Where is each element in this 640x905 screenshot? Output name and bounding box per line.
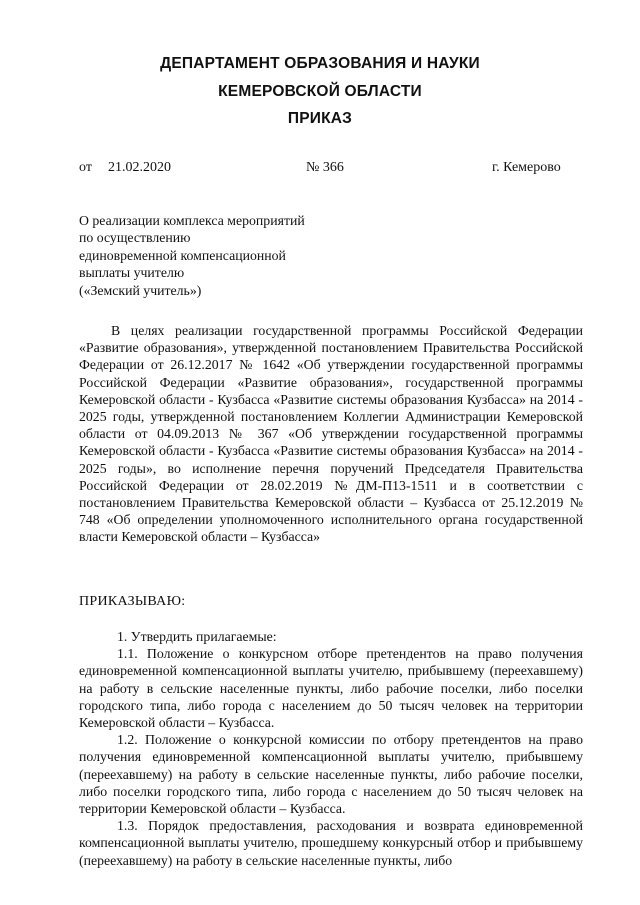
subject-line: по осуществлению <box>79 230 191 246</box>
department-title: ДЕПАРТАМЕНТ ОБРАЗОВАНИЯ И НАУКИ <box>160 55 480 72</box>
item-1-3: 1.3. Порядок предоставления, расходования и возврата единовременной компенсационной выплаты учителю, прошедшему конкурсный отбор и прибывшему (переехавшему) на работу в сельские населенные пункты, либо <box>79 818 583 868</box>
date-prefix: от <box>79 160 92 175</box>
preamble-paragraph: В целях реализации государственной программы Российской Федерации «Развитие образования», утвержденной постановлением Правительства Российской Федерации от 26.12.2017 № 1642 «Об утверждении государственной программы Российской Федерации «Развитие образования», государственной программы Кемеровской области - Кузбасса «Развитие системы образования Кузбасса» на 2014 - 2025 годы, утвержденной постановлением Коллегии Администрации Кемеровской области от 04.09.2013 № 367 «Об утверждении государственной программы Кемеровской области - Кузбасса «Развитие системы образования Кузбасса» на 2014 - 2025 годы», во исполнение перечня поручений Председателя Правительства Российской Федерации от 28.02.2019 №ДМ-П13-1511 и в соответствии с постановлением Правительства Кемеровской области – Кузбасса от 25.12.2019 № 748 «Об определении уполномоченного исполнительного органа государственной власти Кемеровской области – Кузбасса» <box>79 323 583 545</box>
item-1-2: 1.2. Положение о конкурсной комиссии по отбору претендентов на право получения единовременной компенсационной выплаты учителю, прибывшему (переехавшему) на работу в сельские населенные пункты, либо рабочие поселки, либо поселки городского типа, либо города с населением до 50 тысяч человек на территории Кемеровской области – Кузбасса. <box>79 732 583 817</box>
order-city: г. Кемерово <box>492 160 561 175</box>
order-items <box>79 628 583 869</box>
item-1: 1. Утвердить прилагаемые: <box>117 629 277 644</box>
region-title: КЕМЕРОВСКОЙ ОБЛАСТИ <box>218 83 422 100</box>
document-type-title: ПРИКАЗ <box>287 110 353 127</box>
subject-line: выплаты учителю <box>79 265 185 281</box>
item-1-1: 1.1. Положение о конкурсном отборе претендентов на право получения единовременной компенсационной выплаты учителю, прибывшему (переехавшему) на работу в сельские населенные пункты, либо рабочие поселки, либо поселки городского типа, либо города с населением до 50 тысяч человек на территории Кемеровской области – Кузбасса. <box>79 646 583 731</box>
order-subject <box>79 212 399 299</box>
subject-line: («Земский учитель») <box>79 282 202 298</box>
subject-line: единовременной компенсационной <box>79 247 286 263</box>
order-number: № 366 <box>306 160 344 175</box>
subject-line: О реализации комплекса мероприятий <box>79 213 305 228</box>
order-directive: ПРИКАЗЫВАЮ: <box>79 594 186 609</box>
order-date: 21.02.2020 <box>108 160 171 175</box>
